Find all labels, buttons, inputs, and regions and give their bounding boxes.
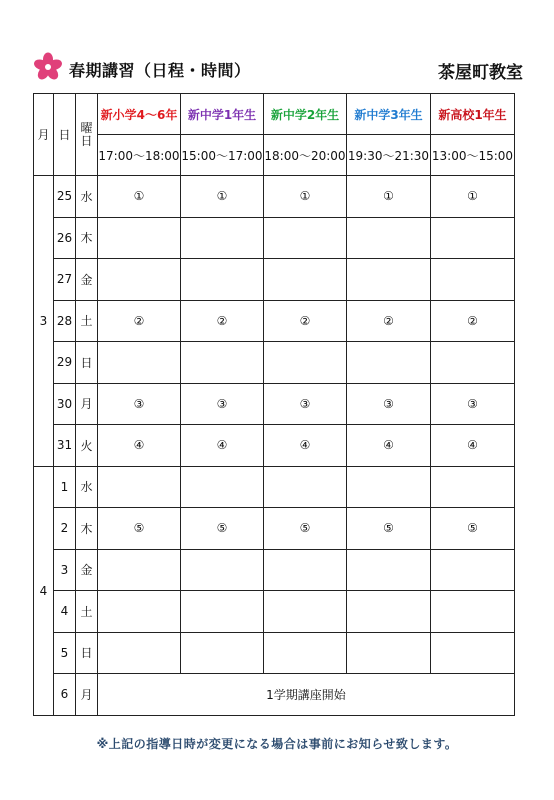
session-cell [181,591,264,633]
weekday-cell: 月 [76,674,98,716]
session-cell: ① [264,176,347,218]
session-cell [264,466,347,508]
table-row [34,300,515,342]
date-cell: 27 [54,259,76,301]
session-cell: ② [98,300,181,342]
date-cell: 3 [54,549,76,591]
weekday-cell: 水 [76,176,98,218]
table-row [34,549,515,591]
session-cell: ⑤ [98,508,181,550]
session-cell [431,549,515,591]
weekday-header: 曜日 [76,94,98,176]
session-cell [347,342,431,384]
table-row [34,217,515,259]
table-row [34,591,515,633]
table-row [34,466,515,508]
time-slot-3: 18:00〜20:00 [264,135,347,176]
date-cell: 1 [54,466,76,508]
date-cell: 29 [54,342,76,384]
session-cell: ③ [347,383,431,425]
date-cell: 25 [54,176,76,218]
session-cell: ⑤ [431,508,515,550]
weekday-cell: 火 [76,425,98,467]
date-cell: 31 [54,425,76,467]
table-row [34,632,515,674]
date-cell: 5 [54,632,76,674]
session-cell [181,466,264,508]
session-cell [347,217,431,259]
session-cell: ④ [347,425,431,467]
grade-header-1: 新小学4〜6年 [98,94,181,135]
weekday-cell: 金 [76,549,98,591]
session-cell [347,466,431,508]
session-cell [181,259,264,301]
session-cell [347,591,431,633]
session-cell [98,632,181,674]
session-cell [264,342,347,384]
grade-header-4: 新中学3年生 [347,94,431,135]
table-row [34,508,515,550]
session-cell [431,466,515,508]
session-cell: ① [431,176,515,218]
date-cell: 4 [54,591,76,633]
session-cell [98,217,181,259]
session-cell: ② [347,300,431,342]
session-cell [98,342,181,384]
session-cell [181,549,264,591]
session-cell [264,632,347,674]
school-name: 茶屋町教室 [438,63,523,83]
term-start-note: 1学期講座開始 [98,674,515,716]
table-row [34,342,515,384]
time-header-row [34,135,515,176]
month-cell: 3 [34,176,54,467]
session-cell [431,342,515,384]
session-cell: ④ [431,425,515,467]
session-cell: ⑤ [264,508,347,550]
weekday-cell: 日 [76,342,98,384]
weekday-cell: 土 [76,300,98,342]
session-cell: ② [181,300,264,342]
page-title: 春期講習（日程・時間） [69,61,251,80]
session-cell [181,342,264,384]
weekday-cell: 月 [76,383,98,425]
session-cell: ② [264,300,347,342]
table-row [34,425,515,467]
session-cell [431,591,515,633]
session-cell [98,466,181,508]
session-cell [347,259,431,301]
table-row [34,383,515,425]
session-cell: ⑤ [347,508,431,550]
session-cell: ③ [98,383,181,425]
time-slot-1: 17:00〜18:00 [98,135,181,176]
date-cell: 26 [54,217,76,259]
grade-header-2: 新中学1年生 [181,94,264,135]
session-cell: ③ [431,383,515,425]
session-cell [181,217,264,259]
session-cell [98,549,181,591]
session-cell: ① [181,176,264,218]
session-cell [264,549,347,591]
date-header: 日 [54,94,76,176]
session-cell: ③ [264,383,347,425]
footer-note: ※上記の指導日時が変更になる場合は事前にお知らせ致します。 [96,737,458,751]
session-cell: ④ [181,425,264,467]
session-cell [431,632,515,674]
weekday-cell: 金 [76,259,98,301]
date-cell: 28 [54,300,76,342]
session-cell: ③ [181,383,264,425]
time-slot-5: 13:00〜15:00 [431,135,515,176]
table-row [34,674,515,716]
session-cell [181,632,264,674]
grade-header-5: 新高校1年生 [431,94,515,135]
sakura-flower-icon [33,52,63,82]
session-cell: ④ [98,425,181,467]
session-cell [431,217,515,259]
time-slot-4: 19:30〜21:30 [347,135,431,176]
time-slot-2: 15:00〜17:00 [181,135,264,176]
session-cell: ④ [264,425,347,467]
session-cell [347,632,431,674]
session-cell [264,217,347,259]
session-cell [347,549,431,591]
page-header [33,48,523,88]
session-cell: ② [431,300,515,342]
weekday-cell: 土 [76,591,98,633]
session-cell [264,591,347,633]
date-cell: 2 [54,508,76,550]
grade-header-row [34,94,515,135]
session-cell [264,259,347,301]
session-cell [98,591,181,633]
session-cell: ① [347,176,431,218]
session-cell: ⑤ [181,508,264,550]
weekday-cell: 日 [76,632,98,674]
session-cell [431,259,515,301]
table-row [34,259,515,301]
grade-header-3: 新中学2年生 [264,94,347,135]
month-header: 月 [34,94,54,176]
weekday-cell: 水 [76,466,98,508]
weekday-cell: 木 [76,217,98,259]
date-cell: 6 [54,674,76,716]
schedule-table [33,93,515,716]
date-cell: 30 [54,383,76,425]
weekday-cell: 木 [76,508,98,550]
session-cell [98,259,181,301]
month-cell: 4 [34,466,54,715]
table-row [34,176,515,218]
session-cell: ① [98,176,181,218]
